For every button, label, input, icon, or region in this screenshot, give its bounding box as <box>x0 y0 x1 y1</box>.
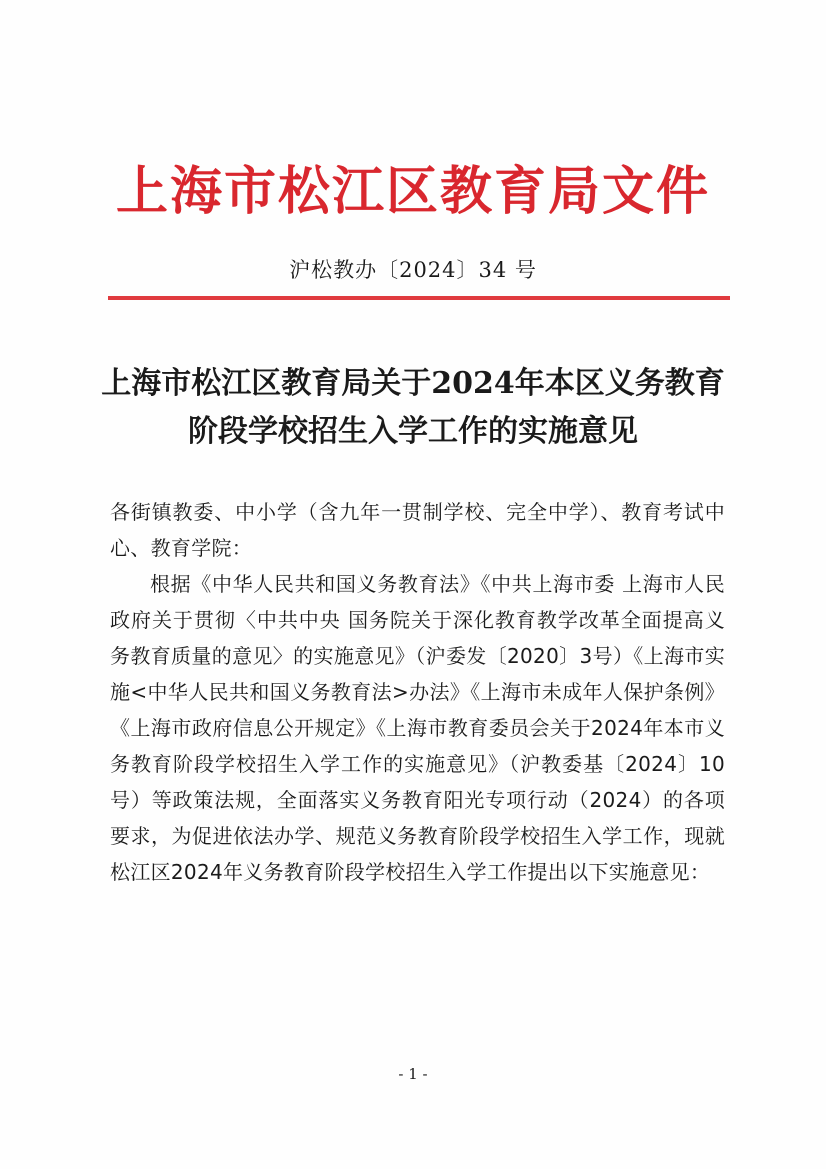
document-number: 沪松教办〔2024〕34 号 <box>289 258 537 282</box>
document-title-line-2: 阶段学校招生入学工作的实施意见 <box>188 414 638 449</box>
document-body <box>110 494 725 890</box>
issuer-header-title: 上海市松江区教育局文件 <box>115 161 710 222</box>
document-title <box>90 360 736 456</box>
page-number: - 1 - <box>398 1065 428 1083</box>
document-title-line-1: 上海市松江区教育局关于2024年本区义务教育 <box>101 366 725 401</box>
salutation: 各街镇教委、中小学（含九年一贯制学校、完全中学）、教育考试中心、教育学院： <box>110 500 725 560</box>
header-red-rule <box>108 296 730 300</box>
body-paragraph: 根据《中华人民共和国义务教育法》《中共上海市委 上海市人民政府关于贯彻〈中共中央 国务院关于深化教育教学改革全面提高义务教育质量的意见〉的实施意见》（沪委发〔2020〕3号）《上海市实施<中华人民共和国义务教育法>办法》《上海市未成年人保护条例》《上海市政府信息公开规定》《上海市教育委员会关于2024年本市义务教育阶段学校招生入学工作的实施意见》（沪教委基〔2024〕10号）等政策法规，全面落实义务教育阳光专项行动（2024）的各项要求，为促进依法办学、规范义务教育阶段学校招生入学工作，现就松江区2024年义务教育阶段学校招生入学工作提出以下实施意见： <box>110 572 725 884</box>
